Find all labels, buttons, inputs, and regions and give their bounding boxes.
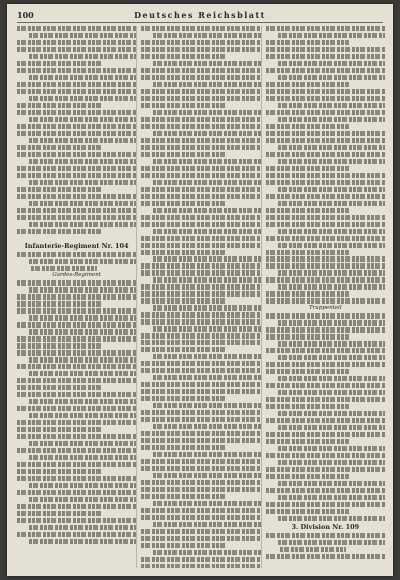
text-line [266, 291, 350, 296]
text-line [141, 40, 260, 45]
text-line [278, 284, 385, 289]
text-line [266, 110, 385, 115]
section-heading: Infanterie-Regiment Nr. 104 [24, 241, 129, 250]
text-line [17, 336, 136, 341]
text-line [278, 425, 385, 430]
text-line [17, 82, 136, 87]
text-line [266, 397, 385, 402]
text-line [17, 434, 136, 439]
text-line [29, 525, 136, 530]
text-line [266, 131, 385, 136]
text-line [141, 236, 260, 241]
text-line [266, 166, 350, 171]
text-line [141, 564, 260, 568]
text-line [141, 152, 225, 157]
text-line [17, 385, 101, 390]
text-line [17, 152, 136, 157]
running-title: Deutsches Reichsblatt [134, 10, 266, 20]
text-line [141, 201, 225, 206]
text-line [266, 215, 385, 220]
text-line [278, 117, 385, 122]
text-line [266, 348, 385, 353]
text-line [17, 145, 101, 150]
column-left [17, 26, 137, 568]
text-line [266, 383, 385, 388]
text-line [17, 462, 136, 467]
text-line [153, 452, 260, 457]
text-line [141, 396, 225, 401]
text-line [141, 361, 260, 366]
text-line [266, 250, 350, 255]
text-line [141, 54, 225, 59]
text-line [266, 362, 385, 367]
text-line [266, 467, 385, 472]
document-page [7, 4, 393, 576]
text-line [29, 138, 136, 143]
text-line [266, 277, 385, 282]
text-line [17, 518, 136, 523]
text-line [266, 418, 385, 423]
text-line [278, 320, 385, 325]
text-line [141, 298, 225, 303]
text-line [141, 487, 260, 492]
text-line [141, 215, 260, 220]
text-line [29, 399, 136, 404]
text-line [278, 516, 385, 521]
text-line [141, 438, 260, 443]
text-line [17, 68, 136, 73]
text-line [266, 432, 385, 437]
text-line [141, 103, 225, 108]
text-line [29, 441, 136, 446]
text-line [29, 54, 136, 59]
text-line [266, 26, 385, 31]
text-line [29, 455, 136, 460]
text-line [141, 515, 260, 520]
text-line [266, 208, 350, 213]
text-line [17, 280, 136, 285]
text-line [266, 327, 385, 332]
text-line [17, 47, 136, 52]
text-line [141, 347, 225, 352]
text-line [29, 329, 136, 334]
text-line [266, 404, 350, 409]
text-line [17, 504, 136, 509]
text-line [266, 96, 385, 101]
text-line [29, 75, 136, 80]
text-line [153, 326, 260, 331]
text-line [141, 508, 260, 513]
text-line [141, 117, 260, 122]
text-line [141, 263, 260, 268]
text-line [266, 236, 385, 241]
text-line [141, 243, 260, 248]
text-line [153, 61, 260, 66]
text-line [141, 270, 260, 275]
text-line [17, 427, 101, 432]
text-line [17, 26, 136, 31]
text-line [278, 103, 385, 108]
text-line [141, 445, 225, 450]
text-line [153, 33, 260, 38]
text-line [266, 68, 385, 73]
text-line [266, 173, 385, 178]
text-line [17, 448, 136, 453]
text-line [17, 308, 136, 313]
text-line [141, 187, 260, 192]
text-line [266, 54, 385, 59]
text-line [266, 89, 385, 94]
text-line [141, 145, 260, 150]
section-heading: 3. Division Nr. 109 [291, 523, 360, 532]
text-line [141, 26, 260, 31]
text-line [141, 529, 260, 534]
text-line [278, 390, 385, 395]
text-line [17, 166, 136, 171]
text-line [278, 159, 385, 164]
text-line [17, 229, 101, 234]
text-line [141, 173, 260, 178]
text-line [29, 180, 136, 185]
text-line [266, 47, 385, 52]
text-line [29, 413, 136, 418]
text-line [266, 298, 385, 303]
text-line [141, 431, 260, 436]
text-line [17, 420, 136, 425]
text-line [266, 554, 385, 559]
text-line [17, 173, 136, 178]
text-line [278, 187, 385, 192]
text-line [17, 208, 136, 213]
text-line [153, 82, 260, 87]
text-line [266, 453, 385, 458]
text-line [17, 89, 136, 94]
text-line [266, 256, 385, 261]
text-line [17, 301, 101, 306]
text-line [141, 340, 260, 345]
text-line [29, 222, 136, 227]
section-subheading: Gardes-Regiment [52, 272, 101, 279]
text-line [278, 201, 385, 206]
page-number: 100 [17, 10, 34, 20]
text-line [141, 459, 260, 464]
text-line [278, 355, 385, 360]
text-line [141, 368, 260, 373]
text-line [141, 96, 260, 101]
text-line [17, 406, 136, 411]
column-middle [141, 26, 261, 568]
text-line [29, 371, 136, 376]
text-line [141, 389, 260, 394]
text-line [153, 550, 260, 555]
text-line [141, 222, 260, 227]
text-line [141, 166, 260, 171]
text-line [29, 96, 136, 101]
text-line [266, 222, 385, 227]
text-line [153, 305, 260, 310]
text-line [266, 474, 350, 479]
text-line [153, 131, 260, 136]
text-line [266, 313, 385, 318]
text-line [278, 75, 385, 80]
text-line [17, 187, 101, 192]
text-line [153, 229, 260, 234]
text-line [29, 539, 136, 544]
text-line [17, 469, 101, 474]
text-line [141, 284, 260, 289]
text-line [141, 138, 260, 143]
text-line [17, 294, 136, 299]
page-header [17, 10, 383, 23]
text-line [153, 208, 260, 213]
section-subheading: Truppenteil [308, 305, 342, 312]
text-line [141, 68, 260, 73]
text-line [141, 291, 260, 296]
text-line [141, 543, 225, 548]
text-line [153, 180, 260, 185]
text-line [153, 501, 260, 506]
text-line [153, 256, 260, 261]
text-line [141, 194, 260, 199]
text-line [278, 411, 385, 416]
text-line [17, 194, 136, 199]
text-line [141, 417, 260, 422]
text-line [266, 439, 350, 444]
text-line [266, 502, 385, 507]
text-line [278, 376, 385, 381]
text-line [153, 354, 260, 359]
text-line [278, 341, 385, 346]
text-line [17, 511, 101, 516]
text-line [141, 312, 260, 317]
text-line [31, 266, 97, 271]
text-line [153, 110, 260, 115]
text-line [266, 180, 385, 185]
text-line [29, 33, 136, 38]
text-line [141, 75, 260, 80]
text-line [266, 369, 350, 374]
text-line [141, 319, 260, 324]
text-line [17, 215, 136, 220]
text-line [17, 476, 136, 481]
text-line [278, 540, 385, 545]
text-line [29, 287, 136, 292]
text-line [17, 392, 136, 397]
text-line [278, 61, 385, 66]
text-line [29, 159, 136, 164]
text-line [29, 315, 136, 320]
text-line [141, 382, 260, 387]
text-line [266, 138, 385, 143]
text-columns [17, 26, 385, 568]
text-line [29, 201, 136, 206]
text-line [266, 194, 385, 199]
text-line [153, 473, 260, 478]
text-line [153, 403, 260, 408]
text-line [141, 494, 225, 499]
text-line [17, 343, 101, 348]
text-line [141, 250, 225, 255]
text-line [17, 103, 101, 108]
text-line [153, 277, 260, 282]
text-line [17, 532, 136, 537]
text-line [141, 480, 260, 485]
text-line [278, 495, 385, 500]
text-line [278, 481, 385, 486]
text-line [266, 263, 385, 268]
text-line [141, 466, 260, 471]
text-line [17, 110, 136, 115]
text-line [266, 152, 385, 157]
text-line [17, 252, 136, 257]
text-line [29, 357, 136, 362]
text-line [141, 536, 260, 541]
text-line [153, 375, 260, 380]
text-line [278, 145, 385, 150]
text-line [266, 533, 385, 538]
text-line [17, 61, 101, 66]
column-right [266, 26, 385, 568]
text-line [29, 483, 136, 488]
spacer [17, 236, 136, 240]
text-line [278, 243, 385, 248]
text-line [278, 446, 385, 451]
text-line [153, 522, 260, 527]
text-line [17, 322, 136, 327]
text-line [266, 40, 350, 45]
text-line [17, 40, 136, 45]
text-line [141, 557, 260, 562]
text-line [278, 229, 385, 234]
text-line [141, 124, 260, 129]
text-line [141, 89, 260, 94]
text-line [141, 410, 260, 415]
text-line [280, 547, 346, 552]
text-line [29, 117, 136, 122]
text-line [17, 124, 136, 129]
text-line [17, 490, 136, 495]
text-line [17, 350, 136, 355]
text-line [141, 333, 260, 338]
text-line [17, 131, 136, 136]
text-line [266, 334, 350, 339]
text-line [266, 509, 350, 514]
text-line [266, 82, 350, 87]
text-line [141, 47, 260, 52]
text-line [278, 460, 385, 465]
text-line [266, 488, 385, 493]
text-line [278, 33, 385, 38]
text-line [17, 364, 136, 369]
text-line [17, 378, 136, 383]
text-line [29, 259, 136, 264]
text-line [153, 424, 260, 429]
text-line [29, 497, 136, 502]
text-line [278, 270, 385, 275]
text-line [266, 124, 350, 129]
text-line [153, 159, 260, 164]
